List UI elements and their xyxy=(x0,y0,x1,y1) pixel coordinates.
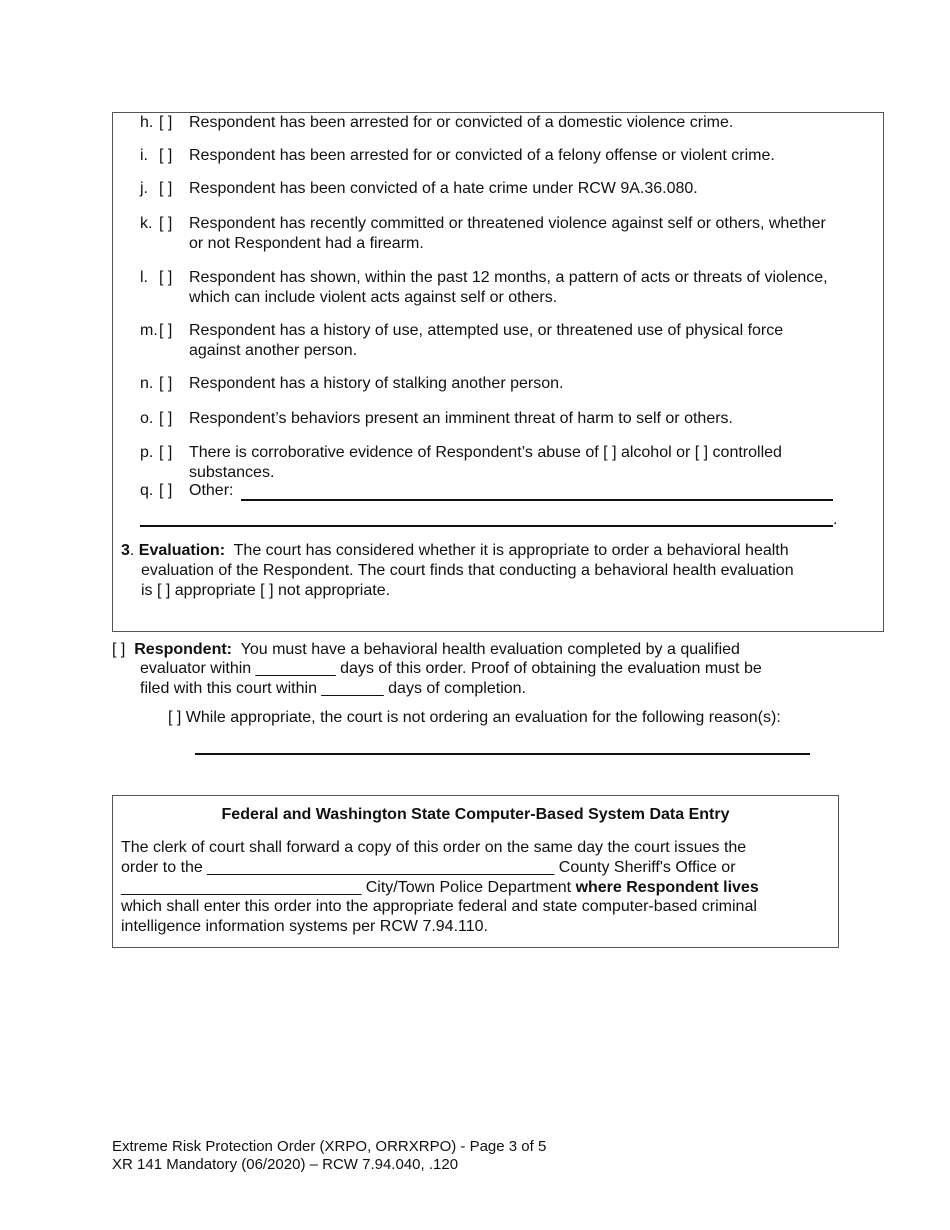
finding-text: Respondent has been arrested for or convicted of a felony offense or violent crime. xyxy=(189,147,775,164)
respondent-heading: Respondent: xyxy=(134,641,233,658)
finding-checkbox[interactable]: [ ] xyxy=(159,410,173,427)
finding-text: or not Respondent had a firearm. xyxy=(189,235,424,252)
data-entry-title: Federal and Washington State Computer-Based System Data Entry xyxy=(221,806,730,823)
data-entry-line-5: intelligence information systems per RCW 7.94.110. xyxy=(121,918,488,935)
finding-text: Respondent has recently committed or threatened violence against self or others, whether xyxy=(189,215,826,232)
respondent-checkbox[interactable]: [ ] xyxy=(112,641,126,658)
data-entry-line-3[interactable]: ___________________________ City/Town Police Department where Respondent lives xyxy=(121,879,759,896)
finding-label: o. xyxy=(140,410,154,427)
finding-text: substances. xyxy=(189,464,275,481)
data-entry-line-2[interactable]: order to the _______________________________________ County Sheriff's Office or xyxy=(121,859,736,876)
finding-label: k. xyxy=(140,215,153,232)
respondent-text: You must have a behavioral health evaluation completed by a qualified xyxy=(240,641,740,658)
finding-checkbox[interactable]: [ ] xyxy=(159,444,173,461)
finding-label: j. xyxy=(140,180,148,197)
evaluation-checkboxes[interactable]: is [ ] appropriate [ ] not appropriate. xyxy=(141,582,391,599)
finding-checkbox[interactable]: [ ] xyxy=(159,215,173,232)
other-period: . xyxy=(833,511,838,528)
finding-text: Other: xyxy=(189,482,234,499)
finding-checkbox[interactable]: [ ] xyxy=(159,269,173,286)
respondent-line-1 xyxy=(112,640,740,660)
evaluation-text: The court has considered whether it is appropriate to order a behavioral health xyxy=(233,542,789,559)
finding-label: l. xyxy=(140,269,148,286)
footer-form-number: XR 141 Mandatory (06/2020) – RCW 7.94.040, .120 xyxy=(112,1156,459,1173)
finding-checkbox[interactable]: [ ] xyxy=(159,180,173,197)
respondent-line-2[interactable]: evaluator within _________ days of this order. Proof of obtaining the evaluation must be xyxy=(140,660,762,677)
finding-label: n. xyxy=(140,375,154,392)
finding-checkbox[interactable]: [ ] xyxy=(159,114,173,131)
other-blank-line-1[interactable] xyxy=(241,499,833,501)
finding-label: i. xyxy=(140,147,148,164)
data-entry-line-4: which shall enter this order into the appropriate federal and state computer-based criminal xyxy=(121,898,757,915)
finding-text: Respondent has been arrested for or convicted of a domestic violence crime. xyxy=(189,114,734,131)
finding-text: Respondent has a history of use, attempted use, or threatened use of physical force xyxy=(189,322,784,339)
finding-label: q. xyxy=(140,482,154,499)
evaluation-heading: Evaluation: xyxy=(138,542,226,559)
finding-checkbox[interactable]: [ ] xyxy=(159,482,173,499)
finding-checkbox[interactable]: [ ] xyxy=(159,375,173,392)
finding-text: which can include violent acts against self or others. xyxy=(189,289,558,306)
data-entry-line-1: The clerk of court shall forward a copy of this order on the same day the court issues the xyxy=(121,839,747,856)
finding-label: p. xyxy=(140,444,154,461)
finding-text: There is corroborative evidence of Respondent’s abuse of [ ] alcohol or [ ] controlled xyxy=(189,444,782,461)
finding-text: Respondent has been convicted of a hate crime under RCW 9A.36.080. xyxy=(189,180,698,197)
finding-text: Respondent’s behaviors present an imminent threat of harm to self or others. xyxy=(189,410,733,427)
evaluation-line-1: 3. Evaluation: The court has considered whether it is appropriate to order a behavioral health xyxy=(121,542,789,559)
finding-label: m. xyxy=(140,322,158,339)
finding-text: Respondent has shown, within the past 12 months, a pattern of acts or threats of violence, xyxy=(189,269,828,286)
finding-text: Respondent has a history of stalking another person. xyxy=(189,375,564,392)
finding-checkbox[interactable]: [ ] xyxy=(159,322,173,339)
finding-label: h. xyxy=(140,114,154,131)
other-blank-line-2[interactable] xyxy=(140,525,833,527)
evaluation-line-2: evaluation of the Respondent. The court finds that conducting a behavioral health evaluation xyxy=(141,562,794,579)
evaluation-number: 3 xyxy=(121,542,130,559)
footer-form-title: Extreme Risk Protection Order (XRPO, ORRXRPO) - Page 3 of 5 xyxy=(112,1138,547,1155)
reason-blank-line[interactable] xyxy=(195,753,810,755)
finding-text: against another person. xyxy=(189,342,358,359)
finding-checkbox[interactable]: [ ] xyxy=(159,147,173,164)
respondent-line-3[interactable]: filed with this court within _______ days of completion. xyxy=(140,680,526,697)
not-ordering-checkbox[interactable]: [ ] While appropriate, the court is not ordering an evaluation for the following reason(s): xyxy=(168,709,781,726)
